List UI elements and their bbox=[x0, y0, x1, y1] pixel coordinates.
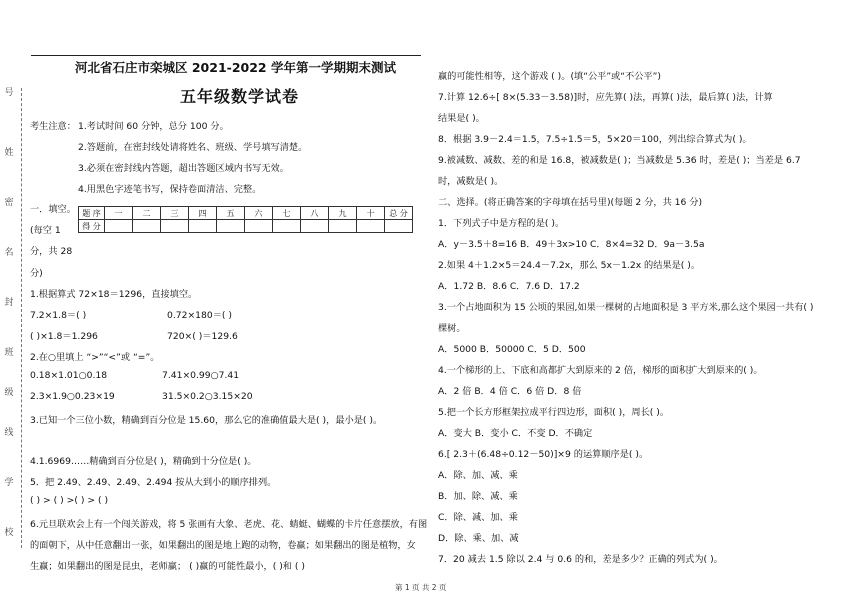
page-footer: 第 1 页 共 2 页 bbox=[395, 583, 447, 592]
question-text: 720×( )＝129.6 bbox=[167, 331, 238, 342]
binding-char: 号 bbox=[4, 88, 14, 98]
question-text: 0.72×180＝( ) bbox=[167, 310, 232, 321]
question-text: 2.在○里填上 “>”“<”或 “=”。 bbox=[30, 352, 160, 363]
header-rule bbox=[31, 55, 421, 56]
notice-item: 3.必须在密封线内答题，超出答题区域内书写无效。 bbox=[78, 163, 289, 174]
question-text: 赢的可能性相等，这个游戏 ( )。(填“公平”或“不公平”) bbox=[438, 71, 661, 82]
exam-title: 河北省石庄市栾城区 2021-2022 学年第一学期期末测试 bbox=[75, 60, 396, 75]
score-entry[interactable] bbox=[217, 220, 245, 233]
notice-label: 考生注意： bbox=[30, 121, 76, 132]
score-entry[interactable] bbox=[189, 220, 217, 233]
question-text: 5.把一个长方形框架拉成平行四边形，面积( )，周长( )。 bbox=[438, 407, 670, 418]
question-text: 1．下列式子中是方程的是( )。 bbox=[438, 218, 565, 229]
table-row bbox=[79, 220, 413, 233]
score-entry[interactable] bbox=[161, 220, 189, 233]
table-cell: 七 bbox=[273, 207, 301, 220]
binding-char: 姓 bbox=[4, 148, 14, 158]
table-cell: 六 bbox=[245, 207, 273, 220]
question-text: 9.被减数、减数、差的和是 16.8，被减数是( )；当减数是 5.36 时，差是( )；当差是 6.7 bbox=[438, 155, 801, 166]
score-entry[interactable] bbox=[133, 220, 161, 233]
section1-heading: (每空 1 bbox=[30, 225, 61, 236]
question-text: ( )×1.8＝1.296 bbox=[30, 331, 98, 342]
notice-item: 2.答题前，在密封线处请将姓名、班级、学号填写清楚。 bbox=[78, 142, 308, 153]
answer-options: A．y－3.5＋8=16 B．49＋3x>10 C．8×4=32 D．9a－3.5a bbox=[438, 239, 705, 250]
question-text: 生赢；如果翻出的图是昆虫，老师赢； ( )赢的可能性最小，( )和 ( ) bbox=[30, 561, 305, 572]
score-entry[interactable] bbox=[105, 220, 133, 233]
answer-option: D．除、乘、加、减 bbox=[438, 533, 519, 544]
question-text: 4.一个梯形的上、下底和高都扩大到原来的 2 倍，梯形的面积扩大到原来的( )。 bbox=[438, 365, 763, 376]
question-text: ( ) > ( ) >( ) > ( ) bbox=[30, 495, 109, 506]
answer-options: A．5000 B．50000 C．5 D．500 bbox=[438, 344, 586, 355]
table-cell: 四 bbox=[189, 207, 217, 220]
question-text: 5．把 2.49、2.49、2.49、2.494 按从大到小的顺序排列。 bbox=[30, 477, 277, 488]
answer-option: B．加、除、减、乘 bbox=[438, 491, 518, 502]
table-cell: 九 bbox=[329, 207, 357, 220]
notice-item: 4.用黑色字迹笔书写，保持卷面清洁、完整。 bbox=[78, 184, 262, 195]
question-text: 7．20 减去 1.5 除以 2.4 与 0.6 的和，差是多少？正确的列式为( )。 bbox=[438, 554, 723, 565]
question-text: 2.3×1.9○0.23×19 bbox=[30, 391, 115, 402]
table-cell: 总 分 bbox=[385, 207, 413, 220]
question-text: 3.一个占地面积为 15 公顷的果园,如果一棵树的占地面积是 3 平方米,那么这个果园一共有( ) bbox=[438, 302, 814, 313]
table-cell: 一 bbox=[105, 207, 133, 220]
table-cell: 五 bbox=[217, 207, 245, 220]
score-entry[interactable] bbox=[301, 220, 329, 233]
question-text: 31.5×0.2○3.15×20 bbox=[162, 391, 253, 402]
question-text: 0.18×1.01○0.18 bbox=[30, 370, 108, 381]
binding-char: 学 bbox=[4, 478, 14, 488]
table-cell: 十 bbox=[357, 207, 385, 220]
question-text: 2.如果 4＋1.2×5＝24.4－7.2x，那么 5x－1.2x 的结果是( )。 bbox=[438, 260, 701, 271]
answer-option: A．除、加、减、乘 bbox=[438, 470, 518, 481]
binding-char: 级 bbox=[4, 388, 14, 398]
binding-char: 密 bbox=[4, 198, 14, 208]
binding-margin bbox=[3, 88, 15, 548]
question-text: 6.元旦联欢会上有一个闯关游戏，将 5 张画有大象、老虎、花、蜻蜓、蝴蝶的卡片任意摆放，有图 bbox=[30, 519, 428, 530]
answer-options: A．2 倍 B．4 倍 C．6 倍 D．8 倍 bbox=[438, 386, 582, 397]
binding-char: 线 bbox=[4, 428, 14, 438]
section1-heading: 分) bbox=[30, 268, 43, 279]
table-cell: 题 序 bbox=[79, 207, 105, 220]
exam-subtitle: 五年级数学试卷 bbox=[180, 87, 300, 106]
score-table bbox=[78, 206, 413, 233]
question-text: 的面朝下，从中任意翻出一张，如果翻出的图是地上跑的动物，卷赢；如果翻出的图是植物，女 bbox=[30, 540, 416, 551]
question-text: 7.计算 12.6÷[ 8×(5.33－3.58)]时，应先算( )法，再算( )法，最后算( )法，计算 bbox=[438, 92, 773, 103]
question-text: 3.已知一个三位小数，精确到百分位是 15.60，那么它的准确值最大是( )，最小是( )。 bbox=[30, 415, 383, 426]
answer-option: C．除、减、加、乘 bbox=[438, 512, 518, 523]
binding-char: 班 bbox=[4, 348, 14, 358]
seal-line bbox=[21, 88, 22, 548]
answer-options: A．变大 B．变小 C．不变 D．不确定 bbox=[438, 428, 593, 439]
question-text: 8．根据 3.9－2.4＝1.5，7.5÷1.5＝5，5×20＝100，列出综合算式为( )。 bbox=[438, 134, 752, 145]
section1-heading: 一．填空。 bbox=[30, 204, 76, 215]
question-text: 棵树。 bbox=[438, 323, 466, 334]
question-text: 结果是( )。 bbox=[438, 113, 485, 124]
question-text: 7.2×1.8＝( ) bbox=[30, 310, 87, 321]
binding-char: 封 bbox=[4, 298, 14, 308]
score-entry[interactable] bbox=[385, 220, 413, 233]
score-entry[interactable] bbox=[245, 220, 273, 233]
score-entry[interactable] bbox=[273, 220, 301, 233]
section1-heading: 分，共 28 bbox=[30, 246, 73, 257]
table-cell: 八 bbox=[301, 207, 329, 220]
table-cell: 三 bbox=[161, 207, 189, 220]
table-cell: 二 bbox=[133, 207, 161, 220]
score-entry[interactable] bbox=[329, 220, 357, 233]
question-text: 7.41×0.99○7.41 bbox=[162, 370, 240, 381]
question-text: 1.根据算式 72×18＝1296，直接填空。 bbox=[30, 289, 198, 300]
notice-item: 1.考试时间 60 分钟，总分 100 分。 bbox=[78, 121, 229, 132]
section2-heading: 二、选择。(将正确答案的字母填在括号里)(每题 2 分，共 16 分) bbox=[438, 197, 703, 208]
question-text: 时，减数是( )。 bbox=[438, 176, 504, 187]
question-text: 6.[ 2.3＋(6.48÷0.12－50)]×9 的运算顺序是( )。 bbox=[438, 449, 649, 460]
table-cell: 得 分 bbox=[79, 220, 105, 233]
binding-char: 名 bbox=[4, 248, 14, 258]
question-text: 4.1.6969……精确到百分位是( )，精确到十分位是( )。 bbox=[30, 456, 257, 467]
score-entry[interactable] bbox=[357, 220, 385, 233]
binding-char: 校 bbox=[4, 528, 14, 538]
answer-options: A．1.72 B．8.6 C．7.6 D．17.2 bbox=[438, 281, 580, 292]
table-row bbox=[79, 207, 413, 220]
